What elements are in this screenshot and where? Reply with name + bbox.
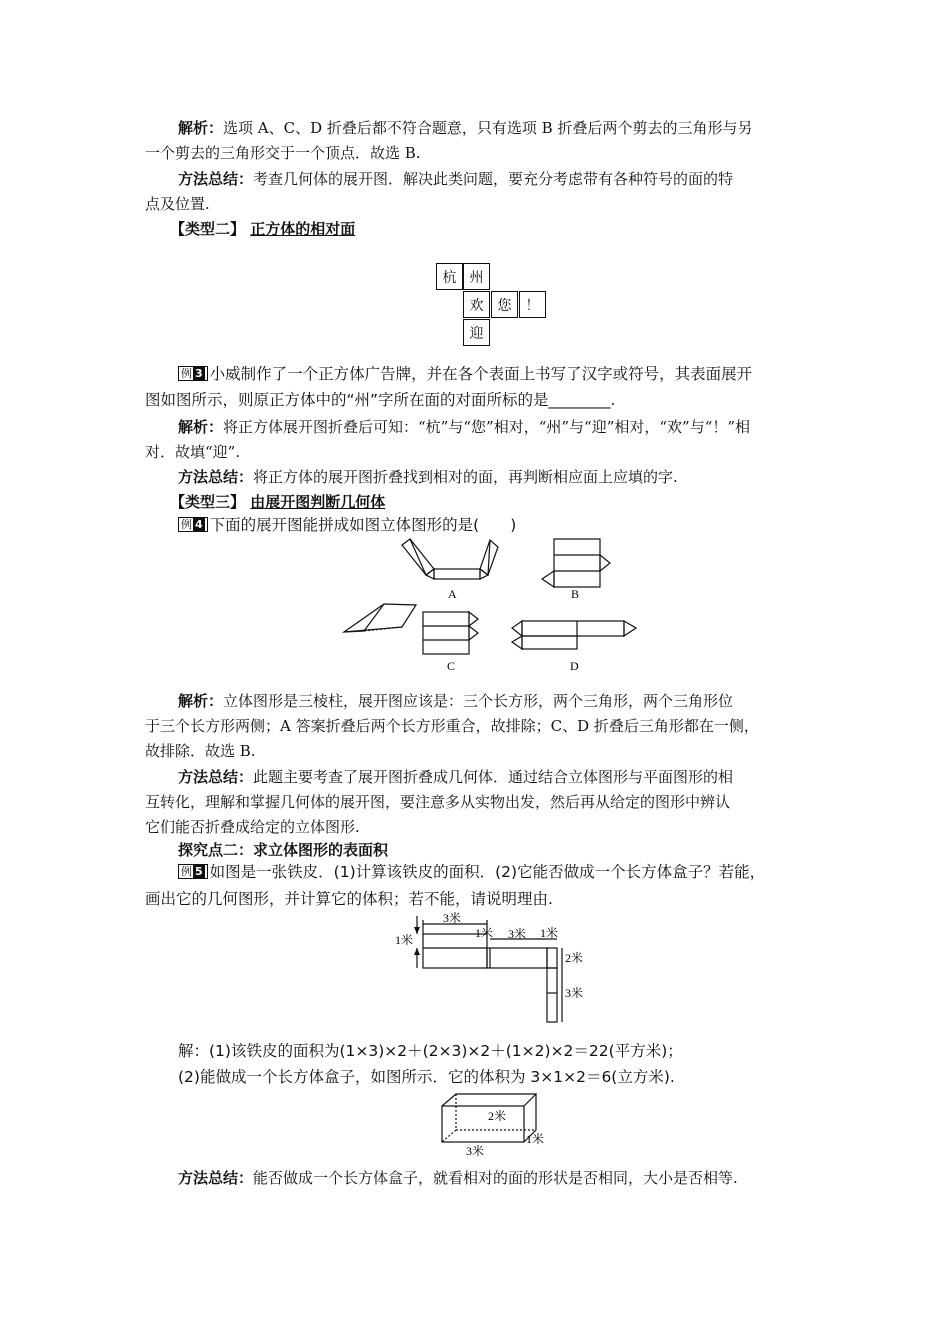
dim-3m-right: 3米 — [565, 986, 584, 1000]
net-cell-zhou: 州 — [463, 263, 490, 290]
net-option-c — [423, 612, 478, 654]
net-cell-huan: 欢 — [463, 291, 490, 318]
type-3-heading: 【类型三】 由展开图判断几何体 — [170, 493, 386, 511]
solution-line-2: (2)能做成一个长方体盒子，如图所示．它的体积为 3×1×2＝6(立方米). — [178, 1068, 675, 1086]
summary-3-line-3: 它们能否折叠成给定的立体图形. — [145, 818, 360, 836]
net-cell-nin: 您 — [491, 291, 518, 318]
example-4-line-1: 例 4 下面的展开图能拼成如图立体图形的是( ) — [178, 514, 516, 536]
label-a: A — [448, 587, 457, 601]
iron-sheet-figure — [395, 912, 595, 1027]
net-cell-hang: 杭 — [436, 263, 463, 290]
net-cell-exclaim: ！ — [519, 291, 546, 318]
analysis-1-line-1 — [178, 117, 752, 139]
example-3-line-1: 例 3 小威制作了一个正方体广告牌，并在各个表面上书写了汉字或符号，其表面展开 — [178, 363, 752, 385]
explore-point-2-heading: 探究点二：求立体图形的表面积 — [178, 841, 389, 859]
prism-nets-figure — [330, 535, 650, 675]
dim-1m-right: 1米 — [540, 926, 559, 940]
dim-1m-mid: 1米 — [475, 926, 494, 940]
box-depth-label: 1米 — [526, 1132, 545, 1146]
dim-3m-mid: 3米 — [508, 927, 527, 941]
summary-text: 考查几何体的展开图．解决此类问题，要充分考虑带有各种符号的面的特 — [253, 170, 734, 188]
net-cell-ying: 迎 — [463, 319, 490, 346]
label-d: D — [570, 659, 579, 673]
summary-label: 方法总结： — [178, 170, 254, 188]
box-height-label: 2米 — [488, 1109, 507, 1123]
label-b: B — [571, 587, 580, 601]
type-2-bracket: 【类型二】 — [170, 220, 246, 238]
cuboid-box-figure — [430, 1088, 560, 1158]
summary-3-line-1: 方法总结：此题主要考查了展开图折叠成几何体．通过结合立体图形与平面图形的相 — [178, 768, 734, 786]
cube-net-figure — [436, 263, 548, 347]
example-badge: 例 4 — [178, 517, 208, 532]
summary-1-line-1 — [178, 168, 733, 190]
analysis-text: 选项 A、C、D 折叠后都不符合题意，只有选项 B 折叠后两个剪去的三角形与另 — [223, 119, 753, 137]
example-badge: 例 3 — [178, 366, 208, 381]
dim-1m-left: 1米 — [395, 933, 414, 947]
summary-3-line-2: 互转化，理解和掌握几何体的展开图，要注意多从实物出发，然后再从给定的图形中辨认 — [145, 793, 731, 811]
analysis-3-line-3: 故排除．故选 B. — [145, 742, 256, 760]
type-2-heading — [170, 218, 355, 240]
analysis-2-line-2: 对．故填“迎”. — [145, 443, 241, 461]
dim-2m: 2米 — [565, 951, 584, 965]
label-c: C — [447, 659, 456, 673]
example-badge: 例 5 — [178, 864, 208, 879]
box-width-label: 3米 — [466, 1144, 485, 1158]
solution-line-1: 解：(1)该铁皮的面积为(1×3)×2＋(2×3)×2＋(1×2)×2＝22(平方米)； — [178, 1042, 683, 1060]
analysis-1-line-2: 一个剪去的三角形交于一个顶点．故选 B. — [145, 144, 421, 162]
analysis-3-line-1: 解析：立体图形是三棱柱，展开图应该是：三个长方形，两个三角形，两个三角形位 — [178, 692, 734, 710]
analysis-label: 解析： — [178, 119, 224, 137]
example-3-line-2: 图如图所示，则原正方体中的“州”字所在面的对面所标的是________. — [145, 391, 616, 409]
analysis-3-line-2: 于三个长方形两侧；A 答案折叠后两个长方形重合，故排除；C、D 折叠后三角形都在一侧， — [145, 717, 759, 735]
net-option-d — [512, 621, 636, 649]
summary-2-line-1: 方法总结：将正方体的展开图折叠找到相对的面，再判断相应面上应填的字. — [178, 468, 678, 486]
dim-3m-top: 3米 — [443, 912, 462, 925]
summary-1-line-2: 点及位置. — [145, 195, 210, 213]
net-option-b — [542, 539, 610, 587]
summary-4-line-1: 方法总结：能否做成一个长方体盒子，就看相对的面的形状是否相同，大小是否相等. — [178, 1169, 738, 1187]
analysis-2-line-1: 解析：将正方体展开图折叠后可知：“杭”与“您”相对，“州”与“迎”相对，“欢”与“！”相 — [178, 418, 751, 436]
example-5-line-1: 例 5 如图是一张铁皮．(1)计算该铁皮的面积．(2)它能否做成一个长方体盒子？若能， — [178, 861, 765, 883]
triangular-prism-shape — [344, 604, 416, 632]
example-5-line-2: 画出它的几何图形，并计算它的体积；若不能，请说明理由. — [145, 890, 553, 908]
type-2-title: 正方体的相对面 — [250, 220, 356, 238]
net-option-a — [402, 539, 498, 579]
